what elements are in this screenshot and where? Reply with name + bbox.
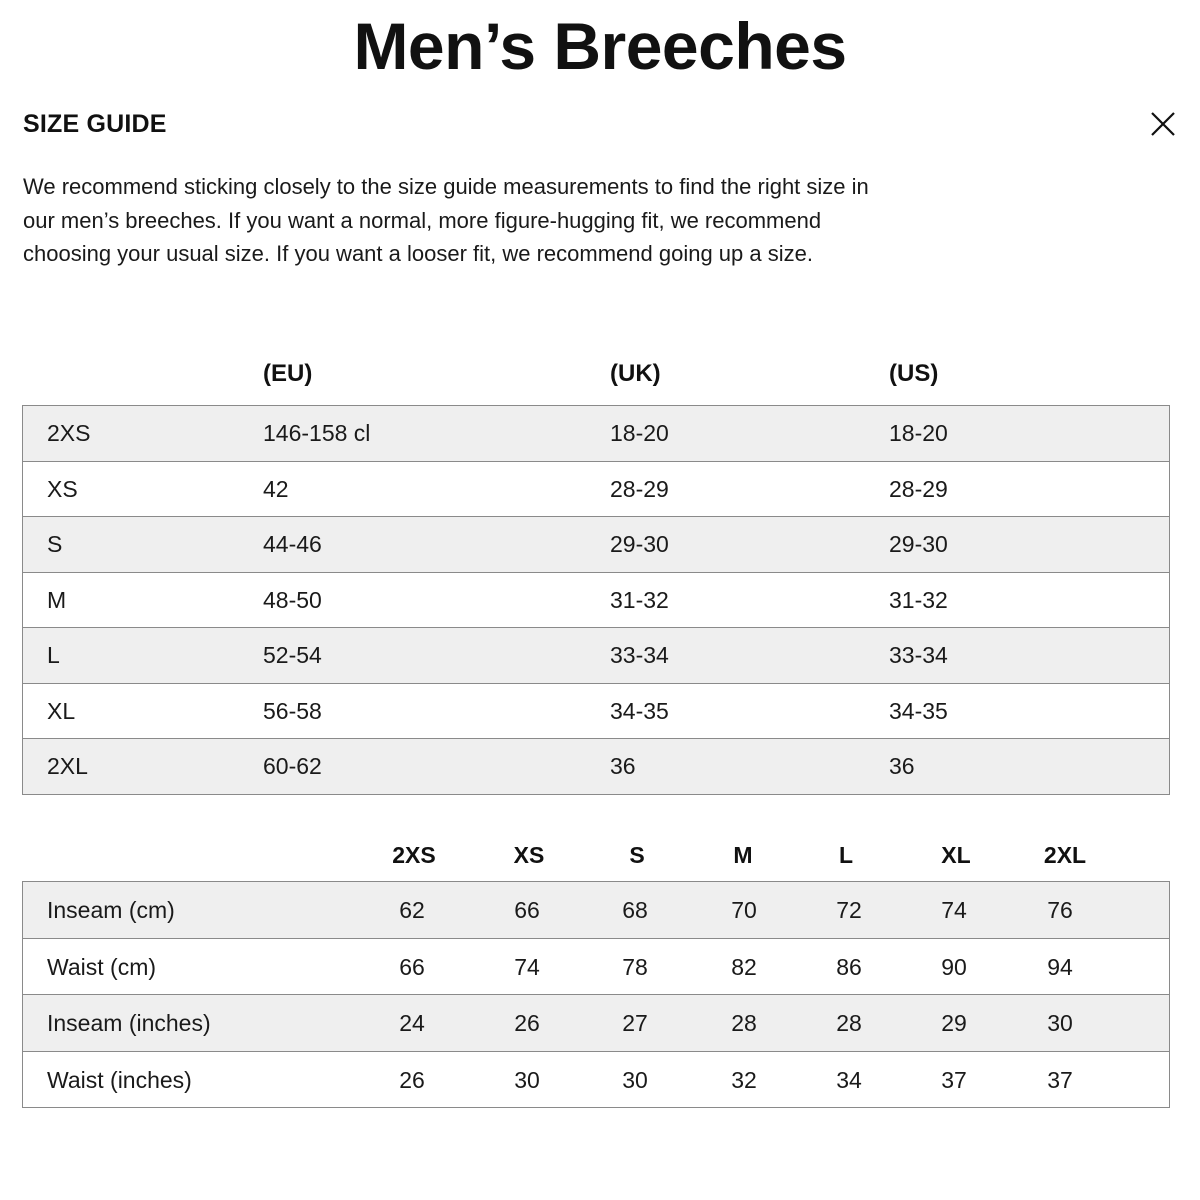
header-uk: (UK) [610, 360, 661, 387]
header-2xl: 2XL [1043, 842, 1087, 868]
measurement-cell: 30 [514, 1066, 540, 1093]
us-cell: 33-34 [889, 642, 948, 668]
table-row [23, 406, 1169, 461]
close-button[interactable] [1145, 106, 1181, 142]
table-row [23, 572, 1169, 628]
table-row [23, 516, 1169, 572]
measurement-cell: 30 [622, 1066, 648, 1093]
measurement-label: Waist (inches) [47, 1066, 192, 1093]
uk-cell: 34-35 [610, 697, 669, 724]
measurement-cell: 76 [1047, 897, 1073, 923]
eu-cell: 60-62 [263, 753, 322, 779]
eu-cell: 44-46 [263, 531, 322, 557]
table-row [23, 994, 1169, 1051]
measurement-cell: 29 [941, 1010, 967, 1036]
measurement-cell: 24 [399, 1010, 425, 1036]
table-row [23, 738, 1169, 794]
measurement-cell: 82 [731, 953, 757, 980]
measurement-cell: 27 [622, 1010, 648, 1036]
measurement-cell: 90 [941, 953, 967, 980]
header-m: M [733, 842, 753, 868]
header-eu: (EU) [263, 360, 313, 387]
eu-cell: 42 [263, 475, 289, 502]
measurement-cell: 30 [1047, 1010, 1073, 1036]
us-cell: 36 [889, 753, 915, 779]
measurement-cell: 78 [622, 953, 648, 980]
measurement-cell: 28 [836, 1010, 862, 1036]
us-cell: 34-35 [889, 697, 948, 724]
measurement-cell: 26 [399, 1066, 425, 1093]
header-xl: XL [941, 842, 971, 868]
table-row [23, 882, 1169, 938]
us-cell: 31-32 [889, 586, 948, 613]
size-cell: 2XS [47, 420, 91, 446]
measurement-cell: 32 [731, 1066, 757, 1093]
measurement-cell: 74 [941, 897, 967, 923]
conversion-table-header [23, 360, 1170, 394]
measurement-cell: 37 [1047, 1066, 1073, 1093]
measurement-cell: 66 [399, 953, 425, 980]
uk-cell: 36 [610, 753, 636, 779]
header-us: (US) [889, 360, 939, 387]
measurement-cell: 28 [731, 1010, 757, 1036]
us-cell: 29-30 [889, 531, 948, 557]
measurement-cell: 74 [514, 953, 540, 980]
eu-cell: 52-54 [263, 642, 322, 668]
size-cell: L [47, 642, 60, 668]
header-2xs: 2XS [392, 842, 436, 868]
measurement-cell: 26 [514, 1010, 540, 1036]
header-xs: XS [513, 842, 545, 868]
uk-cell: 18-20 [610, 420, 669, 446]
size-cell: XL [47, 697, 76, 724]
measurement-label: Inseam (cm) [47, 897, 175, 923]
eu-cell: 56-58 [263, 697, 322, 724]
measurement-table [22, 881, 1170, 1108]
measurement-cell: 62 [399, 897, 425, 923]
close-icon [1145, 106, 1181, 142]
us-cell: 28-29 [889, 475, 948, 502]
uk-cell: 29-30 [610, 531, 669, 557]
table-row [23, 627, 1169, 683]
header-s: S [629, 842, 645, 868]
table-row [23, 461, 1169, 517]
measurement-cell: 66 [514, 897, 540, 923]
uk-cell: 31-32 [610, 586, 669, 613]
measurement-cell: 34 [836, 1066, 862, 1093]
table-row [23, 938, 1169, 995]
size-guide-heading: SIZE GUIDE [23, 110, 167, 138]
page-title: Men’s Breeches [353, 9, 847, 83]
measurement-cell: 86 [836, 953, 862, 980]
measurement-label: Waist (cm) [47, 953, 157, 980]
measurement-label: Inseam (inches) [47, 1010, 211, 1036]
size-cell: M [47, 586, 67, 613]
us-cell: 18-20 [889, 420, 948, 446]
measurement-cell: 37 [941, 1066, 967, 1093]
table-row [23, 1051, 1169, 1108]
size-guide-intro: We recommend sticking closely to the size guide measurements to find the right size in our men’s breeches. If you want a normal, more figure-hugging fit, we recommend choosing your usual size. If you want a looser fit, we recommend going up a size. [23, 174, 869, 266]
uk-cell: 28-29 [610, 475, 669, 502]
size-cell: XS [47, 475, 78, 502]
eu-cell: 48-50 [263, 586, 322, 613]
size-cell: 2XL [47, 753, 88, 779]
measurement-table-header [23, 842, 1170, 876]
size-conversion-table [22, 405, 1170, 795]
table-row [23, 683, 1169, 739]
header-l: L [838, 842, 854, 868]
measurement-cell: 68 [622, 897, 648, 923]
uk-cell: 33-34 [610, 642, 669, 668]
measurement-cell: 72 [836, 897, 862, 923]
size-cell: S [47, 531, 63, 557]
measurement-cell: 70 [731, 897, 757, 923]
eu-cell: 146-158 cl [263, 420, 371, 446]
measurement-cell: 94 [1047, 953, 1073, 980]
